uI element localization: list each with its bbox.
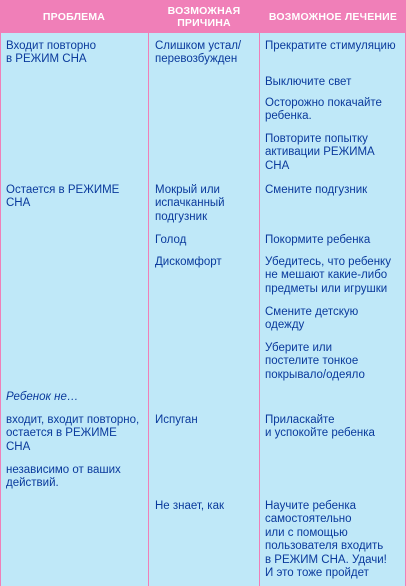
solution-cell: Выключите свет — [265, 76, 352, 88]
header-solution: ВОЗМОЖНОЕ ЛЕЧЕНИЕ — [268, 10, 398, 23]
solution-cell: Прекратите стимуляцию — [265, 40, 396, 52]
header-problem: ПРОБЛЕМА — [42, 10, 106, 23]
solution-cell: Осторожно покачайте ребенка. — [265, 97, 382, 123]
column-divider — [0, 33, 1, 586]
column-divider — [259, 33, 260, 586]
cause-cell: Слишком устал/ перевозбужден — [155, 40, 242, 66]
header-cause-text: ВОЗМОЖНАЯ ПРИЧИНА — [167, 4, 241, 29]
solution-cell: Уберите или постелите тонкое покрывало/одеяло — [265, 342, 365, 381]
cause-cell: Мокрый или испачканный подгузник — [155, 184, 225, 223]
problem-cell: входит, входит повторно, остается в РЕЖИМЕ СНА — [6, 414, 140, 453]
solution-cell: Убедитесь, что ребенку не мешают какие-либо предметы или игрушки — [265, 256, 391, 295]
table-header — [0, 0, 406, 33]
cause-cell: Голод — [155, 234, 187, 246]
problem-cell: Входит повторно в РЕЖИМ СНА — [6, 40, 97, 66]
problem-cell: Остается в РЕЖИМЕ СНА — [6, 184, 120, 210]
column-divider — [148, 33, 149, 586]
solution-cell: Научите ребенка самостоятельно или с помощью пользователя входить в РЕЖИМ СНА. Удачи! И это тоже пройдет — [265, 500, 387, 580]
solution-cell: Повторите попытку активации РЕЖИМА СНА — [265, 133, 375, 172]
header-cause — [149, 0, 259, 33]
section-heading: Ребенок не… — [6, 391, 79, 403]
cause-cell: Дискомфорт — [155, 256, 222, 268]
cause-cell: Испуган — [155, 414, 198, 426]
solution-cell: Смените подгузник — [265, 184, 368, 196]
solution-cell: Покормите ребенка — [265, 234, 371, 246]
problem-cell: независимо от ваших действий. — [6, 464, 121, 490]
solution-cell: Приласкайте и успокойте ребенка — [265, 414, 375, 440]
cause-cell: Не знает, как — [155, 500, 225, 512]
solution-cell: Смените детскую одежду — [265, 306, 359, 332]
